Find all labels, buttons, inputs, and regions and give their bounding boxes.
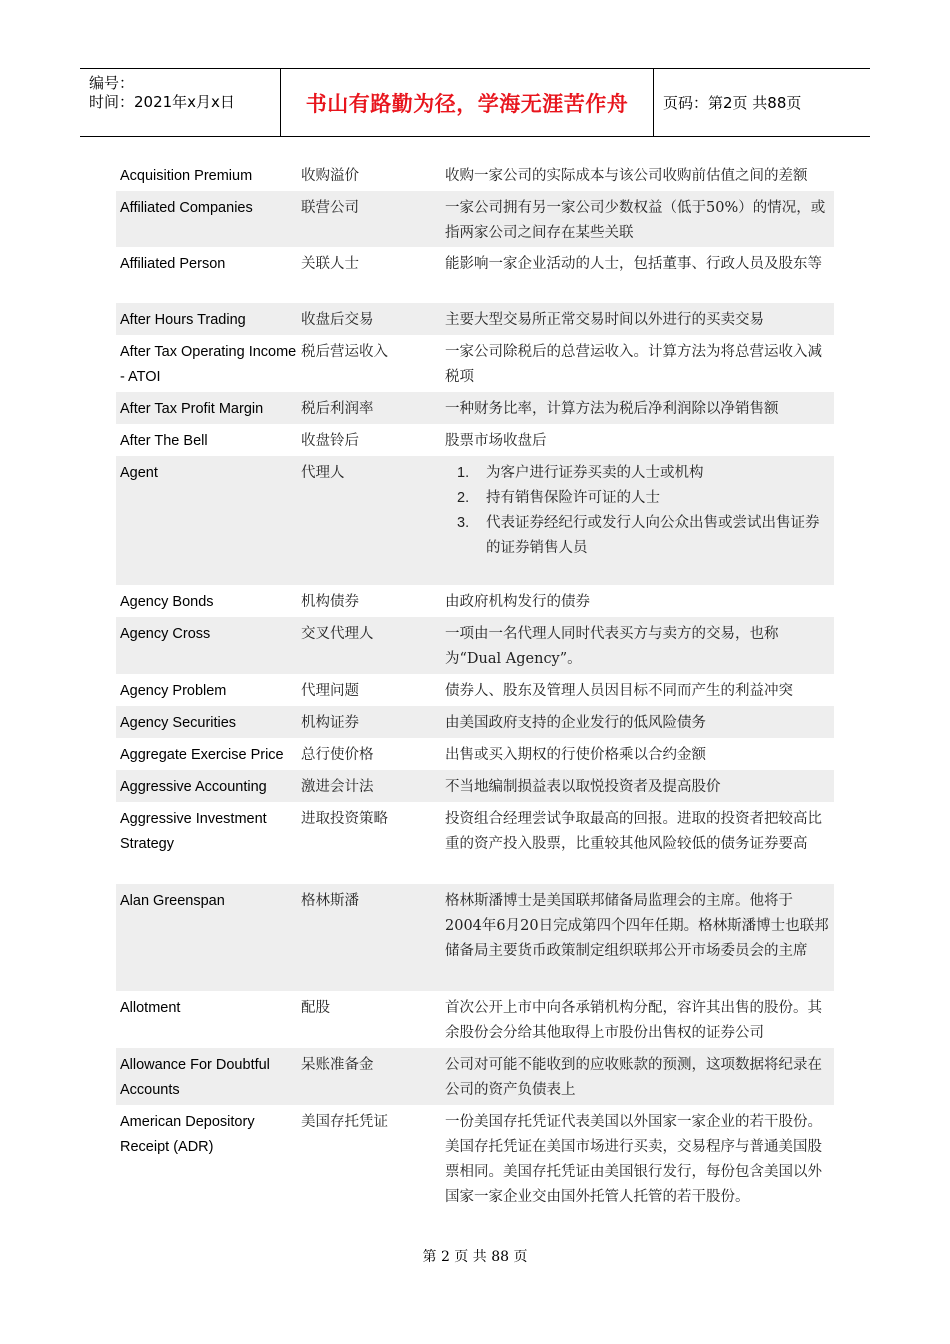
term-definition: 一家公司拥有另一家公司少数权益（低于50%）的情况，或指两家公司之间存在某些关联: [445, 200, 826, 241]
glossary-table: [116, 159, 834, 1215]
list-number: 1.: [457, 465, 470, 481]
term-definition: 股票市场收盘后: [445, 433, 547, 449]
glossary-row: [116, 335, 834, 392]
term-chinese: 代理人: [301, 465, 345, 481]
glossary-row: [116, 884, 834, 991]
term-chinese: 收盘铃后: [301, 433, 359, 449]
list-item-text: 代表证券经纪行或发行人向公众出售或尝试出售证券的证券销售人员: [486, 515, 820, 556]
glossary-row: [116, 392, 834, 424]
term-chinese: 配股: [301, 1000, 330, 1016]
header-page-cell: [654, 69, 870, 136]
term-english: Allotment: [120, 1000, 181, 1016]
term-definition: 一种财务比率，计算方法为税后净利润除以净销售额: [445, 401, 779, 417]
numbered-list: [445, 461, 829, 561]
term-chinese: 交叉代理人: [301, 626, 374, 642]
term-chinese: 税后利润率: [301, 401, 374, 417]
glossary-row: [116, 585, 834, 617]
term-english: Acquisition Premium: [120, 168, 253, 184]
glossary-row: [116, 456, 834, 585]
term-chinese: 呆账准备金: [301, 1057, 374, 1073]
glossary-row: [116, 1048, 834, 1105]
list-item: [445, 511, 829, 561]
glossary-row: [116, 247, 834, 303]
term-definition: 收购一家公司的实际成本与该公司收购前估值之间的差额: [445, 168, 808, 184]
glossary-row: [116, 303, 834, 335]
glossary-row: [116, 617, 834, 674]
term-definition: 能影响一家企业活动的人士，包括董事、行政人员及股东等: [445, 256, 822, 272]
term-chinese: 总行使价格: [301, 747, 374, 763]
header-page-info: 页码：第2页 共88页: [663, 94, 802, 112]
term-chinese: 联营公司: [301, 200, 359, 216]
term-english: Affiliated Person: [120, 256, 226, 272]
term-english: Agency Bonds: [120, 594, 214, 610]
document-date: 时间：2021年x月x日: [89, 93, 235, 111]
term-definition: 公司对可能不能收到的应收账款的预测，这项数据将纪录在公司的资产负债表上: [445, 1057, 822, 1098]
header-meta-cell: [80, 69, 281, 136]
term-english: Aggressive Accounting: [120, 779, 267, 795]
list-item: [445, 461, 829, 486]
term-english: Alan Greenspan: [120, 893, 225, 909]
term-chinese: 激进会计法: [301, 779, 374, 795]
document-number-label: 编号：: [89, 74, 135, 92]
glossary-row: [116, 706, 834, 738]
term-chinese: 收购溢价: [301, 168, 359, 184]
list-number: 3.: [457, 515, 470, 531]
term-chinese: 关联人士: [301, 256, 359, 272]
page-header: [80, 68, 870, 137]
term-chinese: 美国存托凭证: [301, 1114, 388, 1130]
term-english: After Tax Operating Income - ATOI: [120, 344, 297, 385]
term-definition: 格林斯潘博士是美国联邦储备局监理会的主席。他将于2004年6月20日完成第四个四年任期。格林斯潘博士也联邦储备局主要货币政策制定组织联邦公开市场委员会的主席: [445, 893, 829, 959]
term-english: Aggregate Exercise Price: [120, 747, 284, 763]
term-chinese: 进取投资策略: [301, 811, 388, 827]
glossary-row: [116, 424, 834, 456]
term-english: Affiliated Companies: [120, 200, 253, 216]
term-chinese: 机构债券: [301, 594, 359, 610]
term-english: After The Bell: [120, 433, 208, 449]
glossary-row: [116, 674, 834, 706]
term-definition: 一份美国存托凭证代表美国以外国家一家企业的若干股份。美国存托凭证在美国市场进行买卖，交易程序与普通美国股票相同。美国存托凭证由美国银行发行，每份包含美国以外国家一家企业交由国外托管人托管的若干股份。: [445, 1114, 822, 1205]
term-chinese: 机构证券: [301, 715, 359, 731]
term-definition: [445, 461, 829, 561]
page-footer: 第 2 页 共 88 页: [422, 1249, 528, 1265]
list-item: [445, 486, 829, 511]
glossary-row: [116, 770, 834, 802]
term-definition: 由政府机构发行的债券: [445, 594, 590, 610]
glossary-row: [116, 802, 834, 884]
term-english: Agency Problem: [120, 683, 227, 699]
term-english: After Hours Trading: [120, 312, 246, 328]
list-item-text: 持有销售保险许可证的人士: [486, 490, 660, 506]
header-motto-cell: [281, 69, 654, 136]
glossary-row: [116, 159, 834, 191]
term-definition: 债券人、股东及管理人员因目标不同而产生的利益冲突: [445, 683, 793, 699]
glossary-row: [116, 991, 834, 1048]
glossary-row: [116, 738, 834, 770]
term-english: Agency Securities: [120, 715, 237, 731]
term-english: Allowance For Doubtful Accounts: [120, 1057, 270, 1098]
list-number: 2.: [457, 490, 470, 506]
term-definition: 出售或买入期权的行使价格乘以合约金额: [445, 747, 706, 763]
list-item-text: 为客户进行证券买卖的人士或机构: [486, 465, 704, 481]
glossary-row: [116, 191, 834, 247]
term-definition: 由美国政府支持的企业发行的低风险债务: [445, 715, 706, 731]
term-english: After Tax Profit Margin: [120, 401, 264, 417]
term-english: Agent: [120, 465, 158, 481]
glossary-row: [116, 1105, 834, 1215]
term-definition: 一项由一名代理人同时代表买方与卖方的交易，也称为“Dual Agency”。: [445, 626, 779, 667]
term-chinese: 代理问题: [301, 683, 359, 699]
term-definition: 一家公司除税后的总营运收入。计算方法为将总营运收入减税项: [445, 344, 822, 385]
term-english: Aggressive Investment Strategy: [120, 811, 267, 852]
term-english: American Depository Receipt (ADR): [120, 1114, 255, 1155]
term-definition: 首次公开上市中向各承销机构分配，容许其出售的股份。其余股份会分给其他取得上市股份出售权的证券公司: [445, 1000, 822, 1041]
header-motto: 书山有路勤为径，学海无涯苦作舟: [305, 91, 629, 116]
term-definition: 主要大型交易所正常交易时间以外进行的买卖交易: [445, 312, 764, 328]
term-definition: 投资组合经理尝试争取最高的回报。进取的投资者把较高比重的资产投入股票，比重较其他风险较低的债务证券要高: [445, 811, 822, 852]
term-chinese: 税后营运收入: [301, 344, 388, 360]
term-definition: 不当地编制损益表以取悦投资者及提高股价: [445, 779, 721, 795]
term-chinese: 收盘后交易: [301, 312, 374, 328]
term-english: Agency Cross: [120, 626, 211, 642]
term-chinese: 格林斯潘: [301, 893, 359, 909]
